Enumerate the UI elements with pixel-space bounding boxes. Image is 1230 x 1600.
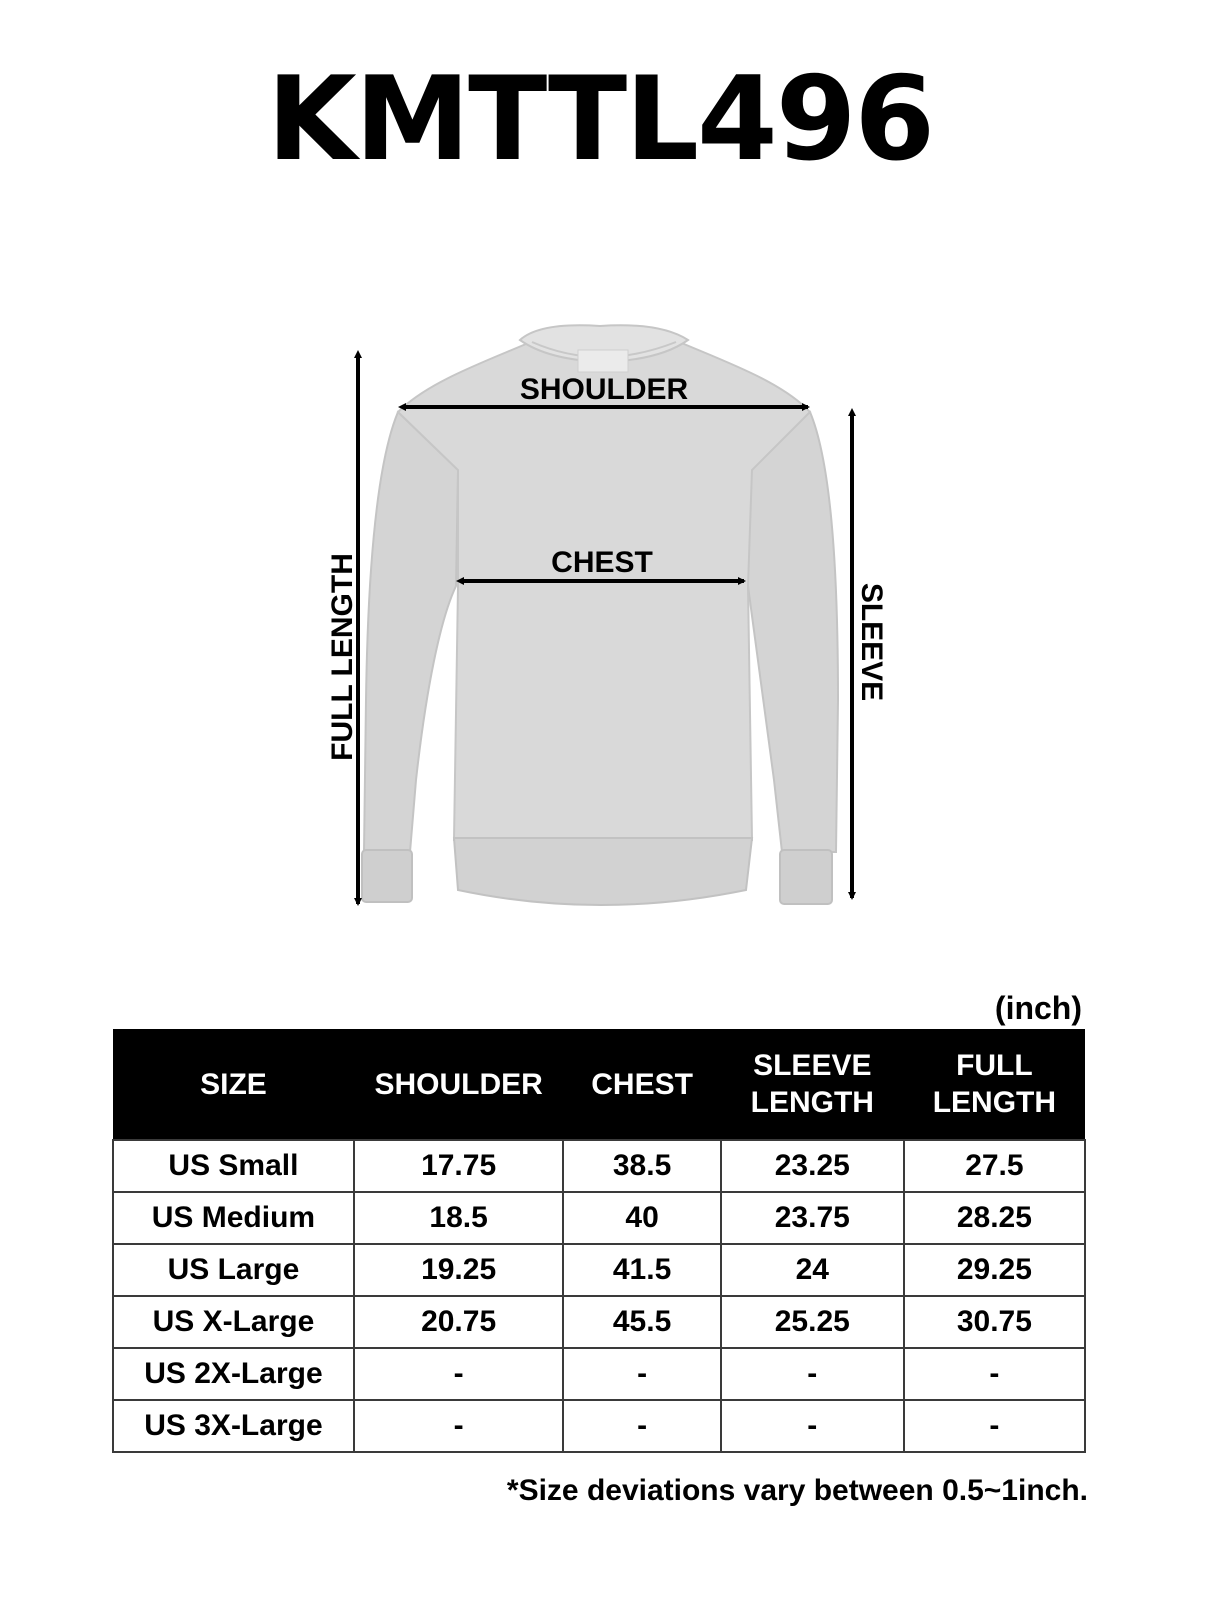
full-length-cell: 27.5 — [904, 1140, 1085, 1192]
unit-label: (inch) — [994, 990, 1082, 1026]
sweatshirt-image — [362, 325, 838, 905]
product-code-title: KMTTL496 — [266, 52, 934, 187]
full-length-label: FULL LENGTH — [326, 553, 359, 761]
table-row — [113, 1140, 1085, 1192]
shoulder-cell: 20.75 — [354, 1296, 563, 1348]
full-length-cell: - — [904, 1400, 1085, 1452]
chest-cell: 41.5 — [563, 1244, 720, 1296]
header-sleeve-length: SLEEVE LENGTH — [721, 1029, 904, 1140]
size-cell: US X-Large — [113, 1296, 354, 1348]
size-chart-table — [112, 1029, 1086, 1453]
chest-cell: 45.5 — [563, 1296, 720, 1348]
sleeve-length-cell: 23.25 — [721, 1140, 904, 1192]
size-cell: US Medium — [113, 1192, 354, 1244]
shoulder-cell: - — [354, 1400, 563, 1452]
sleeve-length-cell: - — [721, 1348, 904, 1400]
header-full-length: FULL LENGTH — [904, 1029, 1085, 1140]
sleeve-length-cell: 23.75 — [721, 1192, 904, 1244]
chest-cell: - — [563, 1400, 720, 1452]
full-length-cell: 28.25 — [904, 1192, 1085, 1244]
table-row — [113, 1296, 1085, 1348]
garment-measurement-diagram — [0, 300, 1230, 940]
full-length-cell: 30.75 — [904, 1296, 1085, 1348]
chest-cell: 38.5 — [563, 1140, 720, 1192]
shoulder-label: SHOULDER — [519, 373, 689, 406]
sleeve-length-cell: - — [721, 1400, 904, 1452]
shoulder-cell: 17.75 — [354, 1140, 563, 1192]
header-shoulder: SHOULDER — [354, 1029, 563, 1140]
sleeve-length-cell: 25.25 — [721, 1296, 904, 1348]
chest-cell: - — [563, 1348, 720, 1400]
table-row — [113, 1244, 1085, 1296]
chest-cell: 40 — [563, 1192, 720, 1244]
table-header-row — [113, 1029, 1085, 1140]
full-length-cell: 29.25 — [904, 1244, 1085, 1296]
table-row — [113, 1400, 1085, 1452]
size-deviation-note: *Size deviations vary between 0.5~1inch. — [506, 1474, 1088, 1507]
size-cell: US 2X-Large — [113, 1348, 354, 1400]
shoulder-cell: 19.25 — [354, 1244, 563, 1296]
full-length-cell: - — [904, 1348, 1085, 1400]
sleeve-length-cell: 24 — [721, 1244, 904, 1296]
sleeve-label: SLEEVE — [855, 582, 888, 702]
header-size: SIZE — [113, 1029, 354, 1140]
size-cell: US 3X-Large — [113, 1400, 354, 1452]
shoulder-cell: - — [354, 1348, 563, 1400]
table-row — [113, 1192, 1085, 1244]
size-cell: US Small — [113, 1140, 354, 1192]
table-row — [113, 1348, 1085, 1400]
size-cell: US Large — [113, 1244, 354, 1296]
shoulder-cell: 18.5 — [354, 1192, 563, 1244]
header-chest: CHEST — [563, 1029, 720, 1140]
chest-label: CHEST — [551, 546, 653, 579]
